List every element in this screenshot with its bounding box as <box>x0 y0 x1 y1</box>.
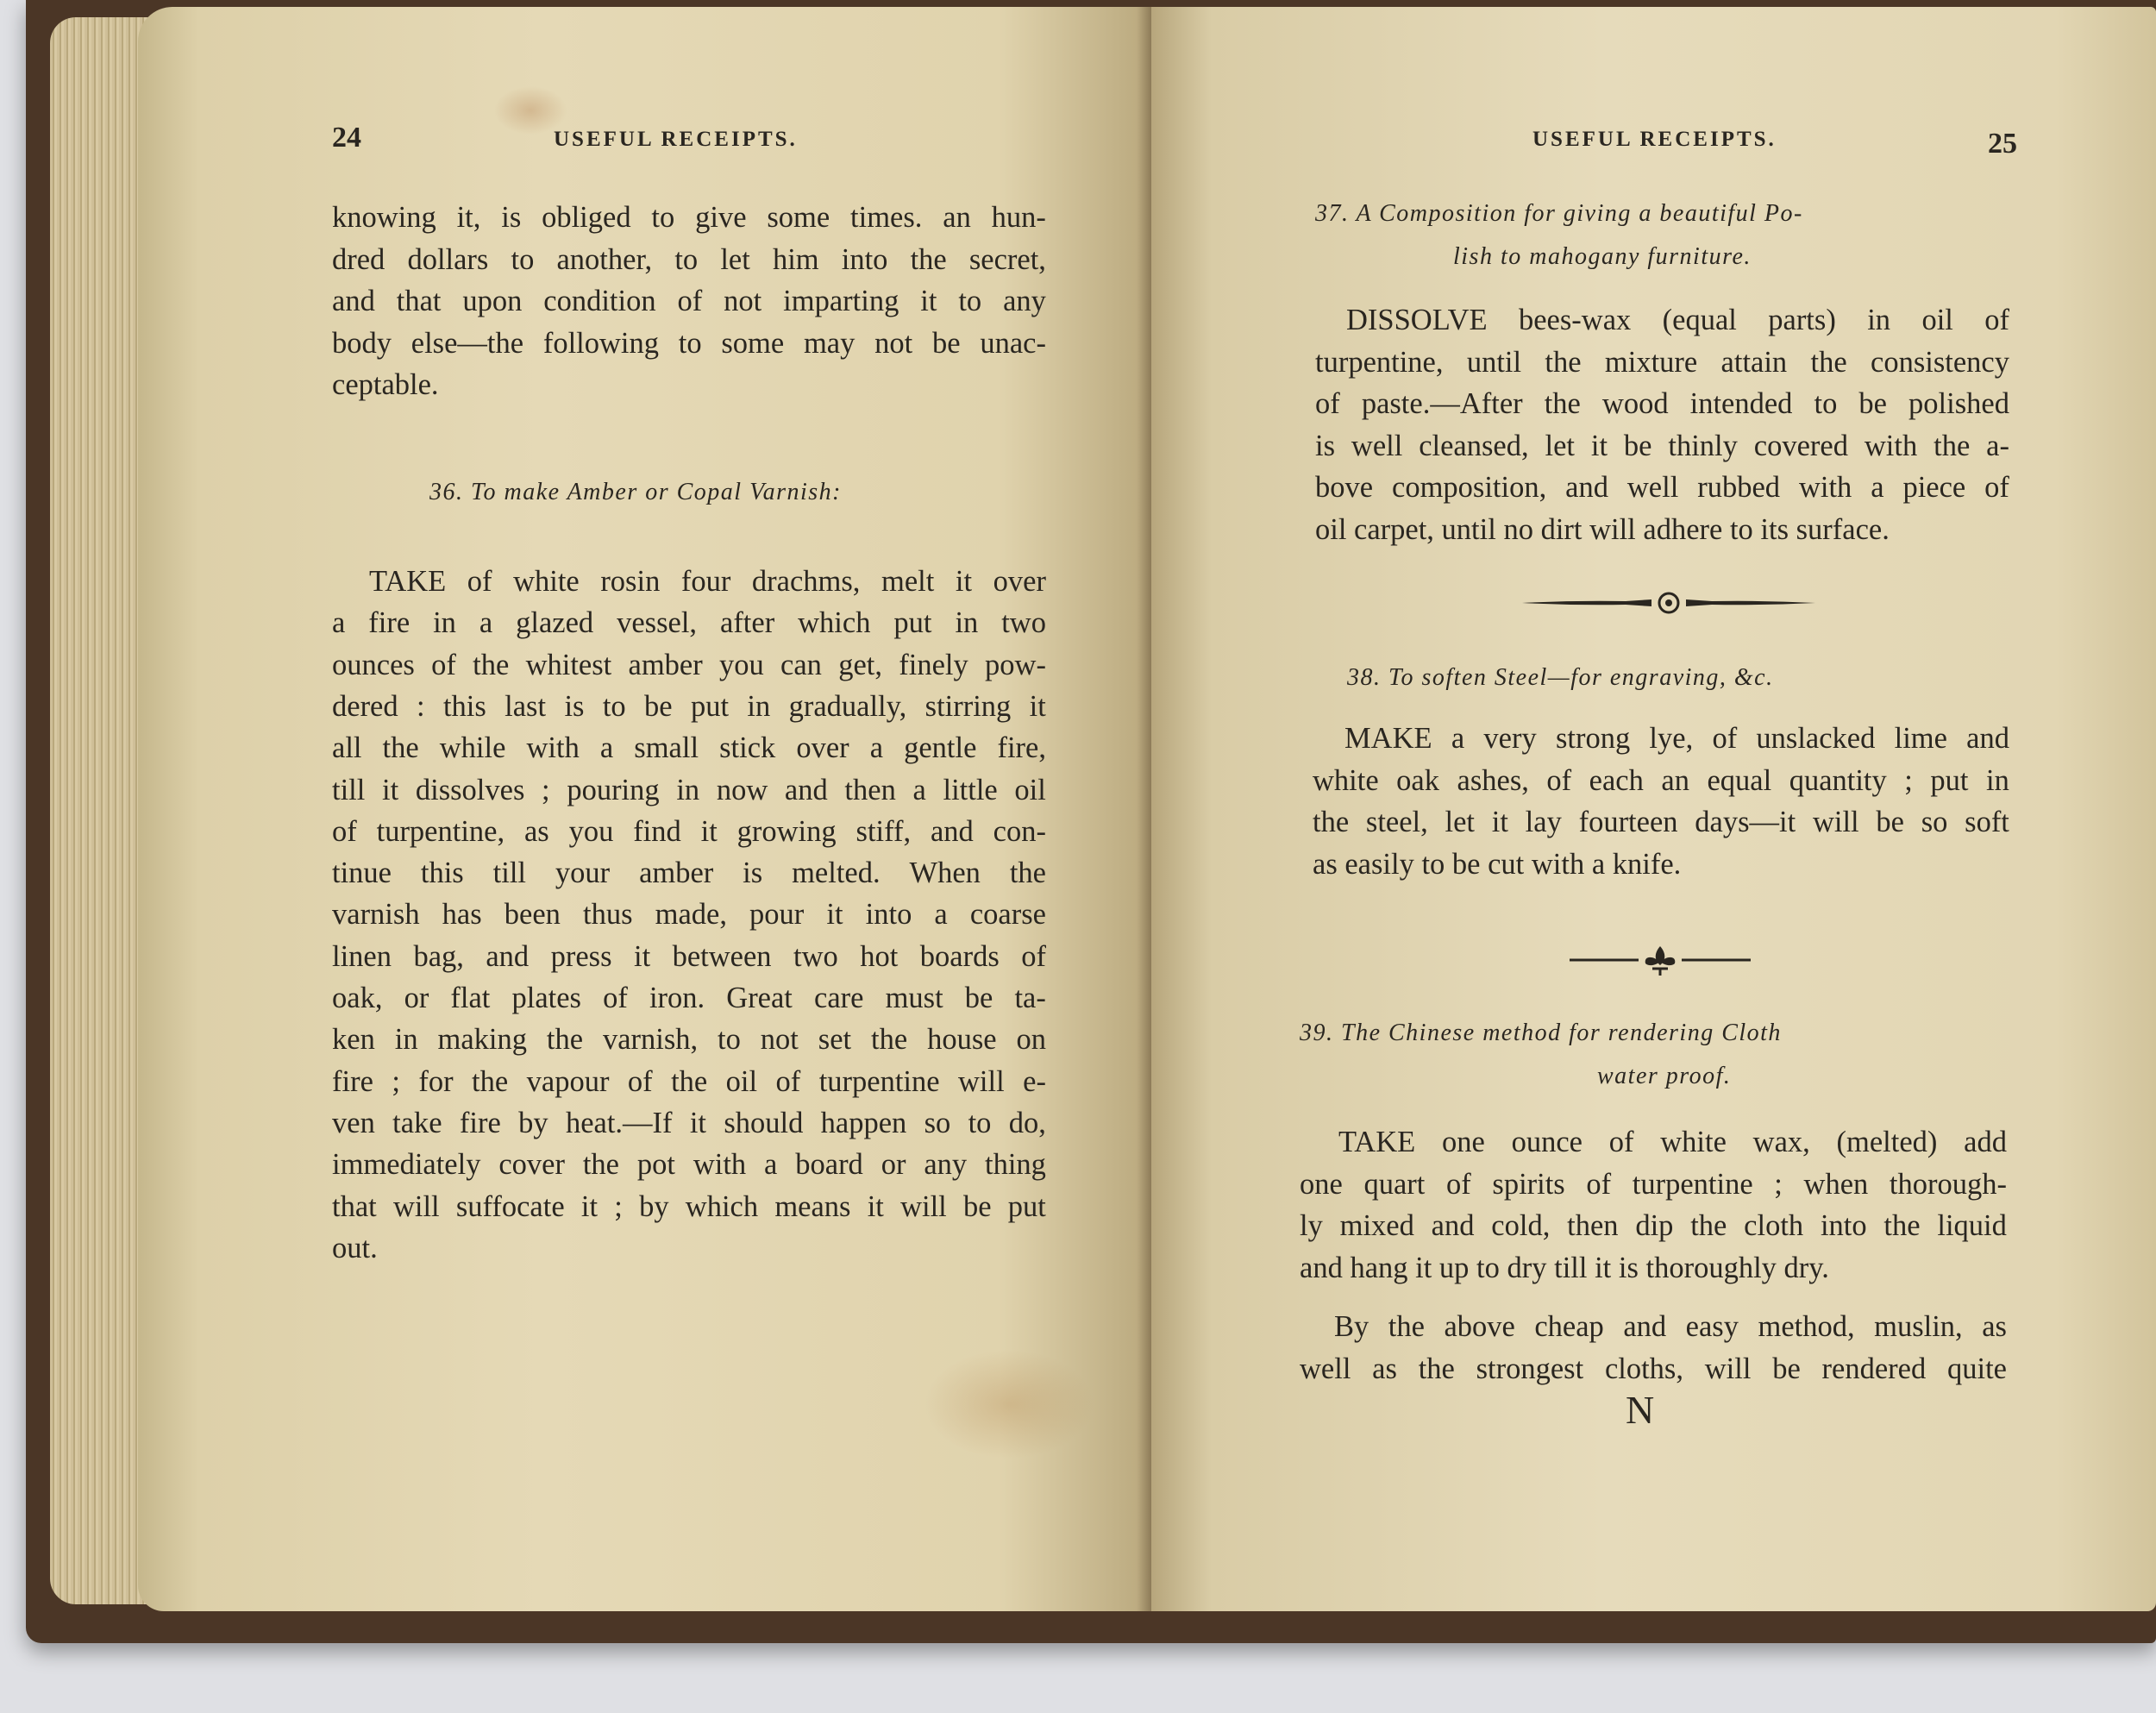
text-line: oak, or flat plates of iron. Great care must be ta- <box>332 982 1046 1014</box>
text-line: DISSOLVE bees-wax (equal parts) in oil of <box>1346 304 2009 336</box>
page-number: 24 <box>332 122 361 154</box>
text-line: white oak ashes, of each an equal quantity ; put in <box>1313 763 2009 797</box>
text-line: By the above cheap and easy method, muslin, as <box>1334 1310 2007 1343</box>
left-page <box>138 7 1151 1611</box>
ornament-divider <box>1522 590 1815 616</box>
text-line: knowing it, is obliged to give some times. an hun- <box>332 201 1046 234</box>
text-line: bove composition, and well rubbed with a piece of <box>1315 471 2009 504</box>
text-line: and that upon condition of not imparting it to any <box>332 285 1046 317</box>
text-line: and hang it up to dry till it is thoroughly dry. <box>1300 1251 1829 1284</box>
text-line: ounces of the whitest amber you can get, finely pow- <box>332 648 1046 681</box>
recipe-37-heading-line: 37. A Composition for giving a beautiful Po- <box>1315 200 1803 227</box>
text-line: turpentine, until the mixture attain the consistency <box>1315 345 2009 379</box>
text-line: TAKE one ounce of white wax, (melted) add <box>1338 1126 2007 1158</box>
text-line: dred dollars to another, to let him into the secret, <box>332 242 1046 276</box>
text-line: varnish has been thus made, pour it into a coarse <box>332 898 1046 932</box>
recipe-37-heading-line: lish to mahogany furniture. <box>1453 243 1752 270</box>
text-line: tinue this till your amber is melted. When the <box>332 856 1046 890</box>
text-line: well as the strongest cloths, will be rendered quite <box>1300 1352 2007 1385</box>
text-line: till it dissolves ; pouring in now and then a little oil <box>332 773 1046 806</box>
text-line: ceptable. <box>332 368 439 401</box>
text-line: one quart of spirits of turpentine ; when thorough- <box>1300 1167 2007 1201</box>
fleuron-divider <box>1570 943 1751 977</box>
text-line: is well cleansed, let it be thinly covered with the a- <box>1315 429 2009 462</box>
text-line: that will suffocate it ; by which means it will be put <box>332 1189 1046 1223</box>
text-line: TAKE of white rosin four drachms, melt it over <box>369 565 1046 598</box>
right-page <box>1151 7 2156 1611</box>
text-line: immediately cover the pot with a board or any thing <box>332 1148 1046 1182</box>
recipe-36-heading: 36. To make Amber or Copal Varnish: <box>429 479 842 505</box>
text-line: oil carpet, until no dirt will adhere to its surface. <box>1315 512 1890 546</box>
text-line: MAKE a very strong lye, of unslacked lime and <box>1344 722 2009 755</box>
text-line: body else—the following to some may not be unac- <box>332 326 1046 360</box>
text-line: of paste.—After the wood intended to be polished <box>1315 387 2009 420</box>
signature-mark: N <box>1626 1388 1655 1432</box>
text-line: dered : this last is to be put in gradually, stirring it <box>332 689 1046 723</box>
recipe-38-heading: 38. To soften Steel—for engraving, &c. <box>1347 664 1774 691</box>
recipe-39-heading-line: water proof. <box>1597 1063 1732 1089</box>
running-head: USEFUL RECEIPTS. <box>1532 128 1777 151</box>
recipe-39-heading-line: 39. The Chinese method for rendering Cloth <box>1300 1020 1782 1046</box>
running-head: USEFUL RECEIPTS. <box>554 128 798 151</box>
text-line: linen bag, and press it between two hot boards of <box>332 939 1046 973</box>
text-line: ly mixed and cold, then dip the cloth into the liquid <box>1300 1209 2007 1242</box>
text-line: the steel, let it lay fourteen days—it will be so soft <box>1313 806 2009 838</box>
text-line: of turpentine, as you find it growing stiff, and con- <box>332 814 1046 848</box>
text-line: all the while with a small stick over a gentle fire, <box>332 731 1046 765</box>
text-line: a fire in a glazed vessel, after which put in two <box>332 606 1046 640</box>
text-line: out. <box>332 1231 378 1264</box>
text-line: fire ; for the vapour of the oil of turpentine will e- <box>332 1064 1046 1098</box>
text-line: ven take fire by heat.—If it should happen so to do, <box>332 1106 1046 1139</box>
page-number: 25 <box>1988 128 2017 160</box>
text-line: ken in making the varnish, to not set the house on <box>332 1023 1046 1057</box>
text-line: as easily to be cut with a knife. <box>1313 847 1682 881</box>
